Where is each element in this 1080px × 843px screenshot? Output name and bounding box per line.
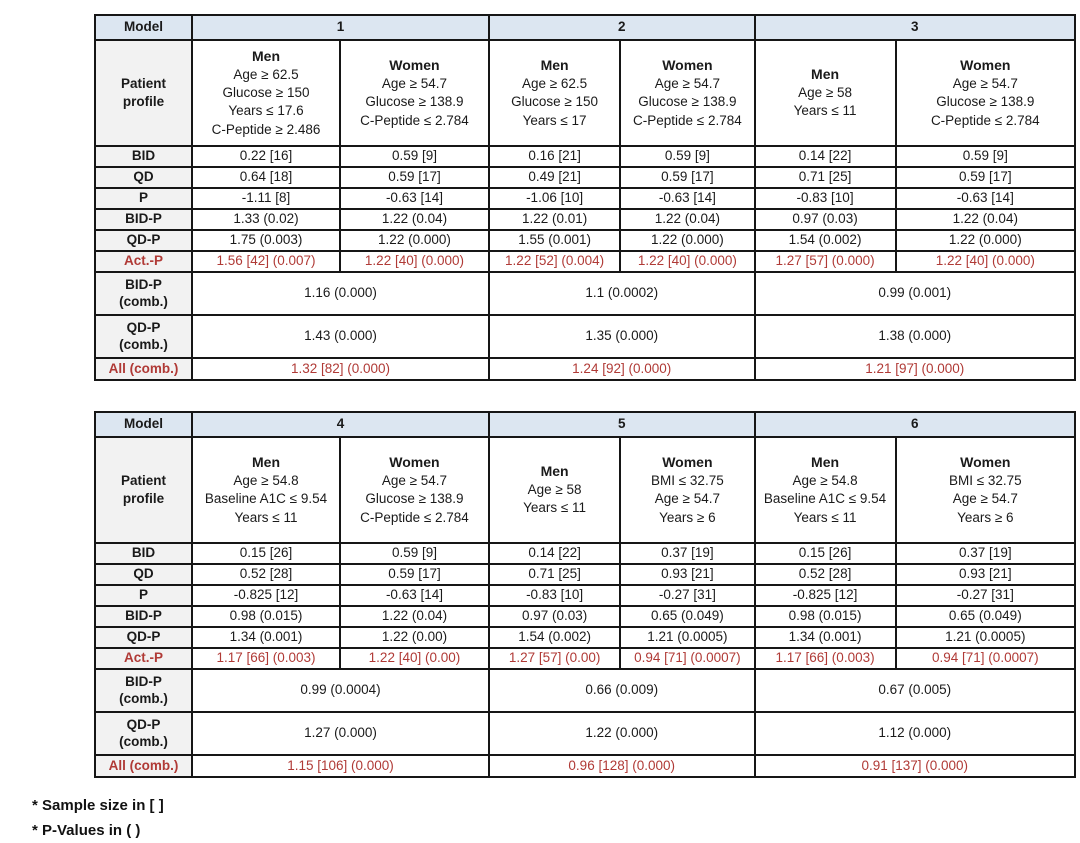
profile-criterion: Glucose ≥ 138.9 [365,491,464,507]
data-row [95,564,1075,585]
value-cell: 1.22 [52] (0.004) [489,251,620,272]
combined-value-cell: 1.15 [106] (0.000) [192,755,489,777]
row-label [95,669,192,712]
value-cell: 0.98 (0.015) [755,606,896,627]
combined-value-cell: 1.16 (0.000) [192,272,489,315]
row-label-line: All (comb.) [108,360,179,376]
row-label-line: (comb.) [119,336,168,352]
footnotes [32,793,1080,843]
combined-value-cell: 1.43 (0.000) [192,315,489,358]
patient-profile-cell [489,40,620,146]
combined-value-cell: 1.35 (0.000) [489,315,755,358]
combined-value-cell: 1.24 [92] (0.000) [489,358,755,380]
profile-criterion: Age ≥ 54.7 [654,76,720,92]
value-cell: 1.34 (0.001) [192,627,340,648]
value-cell: 1.27 [57] (0.000) [755,251,896,272]
row-label: Act.-P [95,251,192,272]
data-row [95,606,1075,627]
value-cell: -0.63 [14] [340,585,489,606]
patient-profile-cell [620,40,754,146]
patient-profile-label [95,437,192,543]
value-cell: -0.27 [31] [896,585,1075,606]
row-label-line: QD-P [126,716,161,732]
row-label: QD-P [95,627,192,648]
gender-title: Men [811,454,840,471]
row-label-line: (comb.) [119,690,168,706]
value-cell: 1.22 (0.00) [340,627,489,648]
value-cell: 1.54 (0.002) [755,230,896,251]
profile-criterion: Age ≥ 54.7 [381,76,448,92]
profile-criterion: Glucose ≥ 150 [511,94,599,110]
patient-profile-cell [489,437,620,543]
combined-value-cell: 1.22 (0.000) [489,712,755,755]
results-table-2 [94,411,1076,778]
row-label-line: BID-P [125,673,162,689]
value-cell: 1.22 (0.04) [620,209,754,230]
value-cell: 1.22 (0.04) [896,209,1075,230]
profile-criterion: C-Peptide ≤ 2.784 [360,112,469,128]
value-cell: 0.59 [17] [896,167,1075,188]
value-cell: 0.52 [28] [755,564,896,585]
value-cell: 0.59 [9] [340,146,489,167]
row-label: P [95,585,192,606]
gender-title: Women [960,57,1011,74]
value-cell: 0.94 [71] (0.0007) [620,648,754,669]
profile-criterion: Years ≤ 11 [523,500,587,516]
row-label-line: All (comb.) [108,757,179,773]
row-label: QD [95,167,192,188]
row-label: QD-P [95,230,192,251]
profile-criterion: Glucose ≥ 138.9 [936,94,1035,110]
combined-value-cell: 1.21 [97] (0.000) [755,358,1076,380]
combined-row [95,358,1075,380]
value-cell: 0.59 [17] [340,564,489,585]
value-cell: -0.63 [14] [620,188,754,209]
value-cell: 0.49 [21] [489,167,620,188]
gender-title: Men [252,454,280,471]
combined-value-cell: 1.27 (0.000) [192,712,489,755]
value-cell: 1.17 [66] (0.003) [755,648,896,669]
profile-criterion: Glucose ≥ 138.9 [365,94,464,110]
data-row [95,146,1075,167]
row-label [95,358,192,380]
patient-profile-cell [896,40,1075,146]
profile-criterion: Years ≥ 6 [957,509,1014,525]
profile-criterion: Age ≥ 58 [527,482,582,498]
model-number: 4 [192,412,489,437]
data-row [95,230,1075,251]
combined-value-cell: 1.38 (0.000) [755,315,1076,358]
patient-profile-label-line: Patient [121,75,167,91]
value-cell: 0.94 [71] (0.0007) [896,648,1075,669]
combined-value-cell: 0.67 (0.005) [755,669,1076,712]
patient-profile-label-line: profile [122,491,165,506]
patient-profile-row [95,437,1075,543]
patient-profile-cell [192,437,340,543]
model-corner-label: Model [95,412,192,437]
profile-criterion: Age ≥ 54.7 [952,491,1018,507]
combined-row [95,272,1075,315]
patient-profile-cell [896,437,1075,543]
profile-criterion: Years ≤ 11 [793,103,857,119]
value-cell: 1.21 (0.0005) [896,627,1075,648]
value-cell: 0.93 [21] [620,564,754,585]
profile-criterion: C-Peptide ≤ 2.784 [360,509,469,525]
profile-criterion: Age ≥ 62.5 [521,76,588,92]
combined-value-cell: 0.91 [137] (0.000) [755,755,1076,777]
profile-criterion: Glucose ≥ 138.9 [638,94,737,110]
value-cell: -0.27 [31] [620,585,754,606]
value-cell: -1.11 [8] [192,188,340,209]
row-label-line: (comb.) [119,733,168,749]
value-cell: 0.16 [21] [489,146,620,167]
value-cell: 1.22 (0.04) [340,209,489,230]
row-label: BID-P [95,209,192,230]
row-label-line: QD-P [126,319,161,335]
value-cell: 1.34 (0.001) [755,627,896,648]
data-row [95,188,1075,209]
gender-title: Women [960,454,1011,471]
value-cell: 1.22 [40] (0.000) [340,251,489,272]
value-cell: 0.97 (0.03) [755,209,896,230]
profile-criterion: Years ≤ 17.6 [228,103,304,119]
row-label [95,712,192,755]
value-cell: 0.14 [22] [489,543,620,564]
combined-value-cell: 0.99 (0.0004) [192,669,489,712]
footnote-p-values: * P-Values in ( ) [32,822,141,839]
profile-criterion: Age ≥ 62.5 [233,67,299,82]
value-cell: 1.22 [40] (0.000) [896,251,1075,272]
data-row [95,543,1075,564]
value-cell: -0.63 [14] [896,188,1075,209]
patient-profile-label [95,40,192,146]
gender-title: Women [662,57,713,74]
profile-criterion: Years ≤ 11 [234,509,298,525]
model-number: 1 [192,15,489,40]
profile-criterion: Years ≥ 6 [659,509,716,525]
value-cell: 1.27 [57] (0.00) [489,648,620,669]
value-cell: 1.22 [40] (0.00) [340,648,489,669]
value-cell: 1.75 (0.003) [192,230,340,251]
value-cell: 1.21 (0.0005) [620,627,754,648]
row-label: BID [95,146,192,167]
value-cell: 1.22 (0.04) [340,606,489,627]
combined-value-cell: 0.66 (0.009) [489,669,755,712]
row-label [95,315,192,358]
value-cell: 0.37 [19] [620,543,754,564]
combined-row [95,669,1075,712]
profile-criterion: Age ≥ 54.8 [233,473,299,489]
value-cell: -0.825 [12] [192,585,340,606]
value-cell: 0.59 [17] [620,167,754,188]
row-label-line: (comb.) [119,293,168,309]
data-row [95,209,1075,230]
gender-title: Women [662,454,713,471]
value-cell: 0.15 [26] [755,543,896,564]
value-cell: 0.71 [25] [755,167,896,188]
value-cell: 1.22 (0.01) [489,209,620,230]
value-cell: 1.55 (0.001) [489,230,620,251]
model-number: 5 [489,412,755,437]
value-cell: 1.22 (0.000) [896,230,1075,251]
value-cell: 1.54 (0.002) [489,627,620,648]
row-label [95,272,192,315]
value-cell: 0.65 (0.049) [620,606,754,627]
profile-criterion: Age ≥ 54.7 [381,473,448,489]
patient-profile-label-line: Patient [121,472,167,488]
model-header-row [95,412,1075,437]
results-table-1 [94,14,1076,381]
value-cell: 1.33 (0.02) [192,209,340,230]
gender-title: Men [811,66,840,83]
patient-profile-cell [340,40,489,146]
combined-value-cell: 0.96 [128] (0.000) [489,755,755,777]
model-header-row [95,15,1075,40]
row-label: BID-P [95,606,192,627]
footnote-sample-size: * Sample size in [ ] [32,797,164,814]
combined-value-cell: 1.12 (0.000) [755,712,1076,755]
profile-criterion: Glucose ≥ 150 [222,85,310,101]
data-row [95,627,1075,648]
patient-profile-cell [620,437,754,543]
model-number: 6 [755,412,1076,437]
value-cell: 1.56 [42] (0.007) [192,251,340,272]
patient-profile-cell [755,437,896,543]
value-cell: 0.59 [9] [896,146,1075,167]
value-cell: 1.22 (0.000) [340,230,489,251]
gender-title: Women [389,454,440,471]
gender-title: Men [540,463,569,480]
profile-criterion: BMI ≤ 32.75 [651,473,724,489]
results-tables-container [30,14,1080,778]
data-row [95,167,1075,188]
value-cell: 1.22 [40] (0.000) [620,251,754,272]
combined-value-cell: 1.32 [82] (0.000) [192,358,489,380]
row-label: QD [95,564,192,585]
combined-value-cell: 1.1 (0.0002) [489,272,755,315]
patient-profile-cell [755,40,896,146]
value-cell: -0.83 [10] [489,585,620,606]
profile-criterion: Baseline A1C ≤ 9.54 [763,491,887,507]
value-cell: -0.825 [12] [755,585,896,606]
combined-row [95,315,1075,358]
value-cell: 0.59 [17] [340,167,489,188]
value-cell: 0.97 (0.03) [489,606,620,627]
row-label: P [95,188,192,209]
value-cell: 0.93 [21] [896,564,1075,585]
value-cell: 1.22 (0.000) [620,230,754,251]
combined-row [95,755,1075,777]
row-label-line: BID-P [125,276,162,292]
value-cell: 0.59 [9] [340,543,489,564]
profile-criterion: BMI ≤ 32.75 [948,473,1022,489]
profile-criterion: Years ≤ 17 [522,112,587,128]
gender-title: Men [540,57,569,74]
profile-criterion: Years ≤ 11 [793,509,857,525]
value-cell: 0.64 [18] [192,167,340,188]
profile-criterion: C-Peptide ≤ 2.784 [930,112,1040,128]
value-cell: 0.22 [16] [192,146,340,167]
value-cell: 0.65 (0.049) [896,606,1075,627]
profile-criterion: Age ≥ 58 [798,85,853,101]
value-cell: 0.37 [19] [896,543,1075,564]
data-row [95,648,1075,669]
profile-criterion: Baseline A1C ≤ 9.54 [204,491,328,507]
profile-criterion: Age ≥ 54.8 [792,473,858,489]
value-cell: 0.52 [28] [192,564,340,585]
value-cell: 0.14 [22] [755,146,896,167]
gender-title: Women [389,57,440,74]
combined-value-cell: 0.99 (0.001) [755,272,1076,315]
value-cell: -0.63 [14] [340,188,489,209]
profile-criterion: Age ≥ 54.7 [654,491,720,507]
model-number: 3 [755,15,1076,40]
combined-row [95,712,1075,755]
patient-profile-row [95,40,1075,146]
value-cell: 0.59 [9] [620,146,754,167]
profile-criterion: C-Peptide ≥ 2.486 [211,121,321,137]
row-label [95,755,192,777]
profile-criterion: C-Peptide ≤ 2.784 [633,112,742,128]
gender-title: Men [252,48,280,65]
value-cell: 0.15 [26] [192,543,340,564]
value-cell: 0.98 (0.015) [192,606,340,627]
value-cell: -0.83 [10] [755,188,896,209]
model-number: 2 [489,15,755,40]
profile-criterion: Age ≥ 54.7 [952,76,1018,92]
row-label: Act.-P [95,648,192,669]
value-cell: 1.17 [66] (0.003) [192,648,340,669]
patient-profile-label-line: profile [122,94,165,109]
value-cell: -1.06 [10] [489,188,620,209]
patient-profile-cell [340,437,489,543]
data-row [95,251,1075,272]
row-label: BID [95,543,192,564]
patient-profile-cell [192,40,340,146]
model-corner-label: Model [95,15,192,40]
value-cell: 0.71 [25] [489,564,620,585]
data-row [95,585,1075,606]
